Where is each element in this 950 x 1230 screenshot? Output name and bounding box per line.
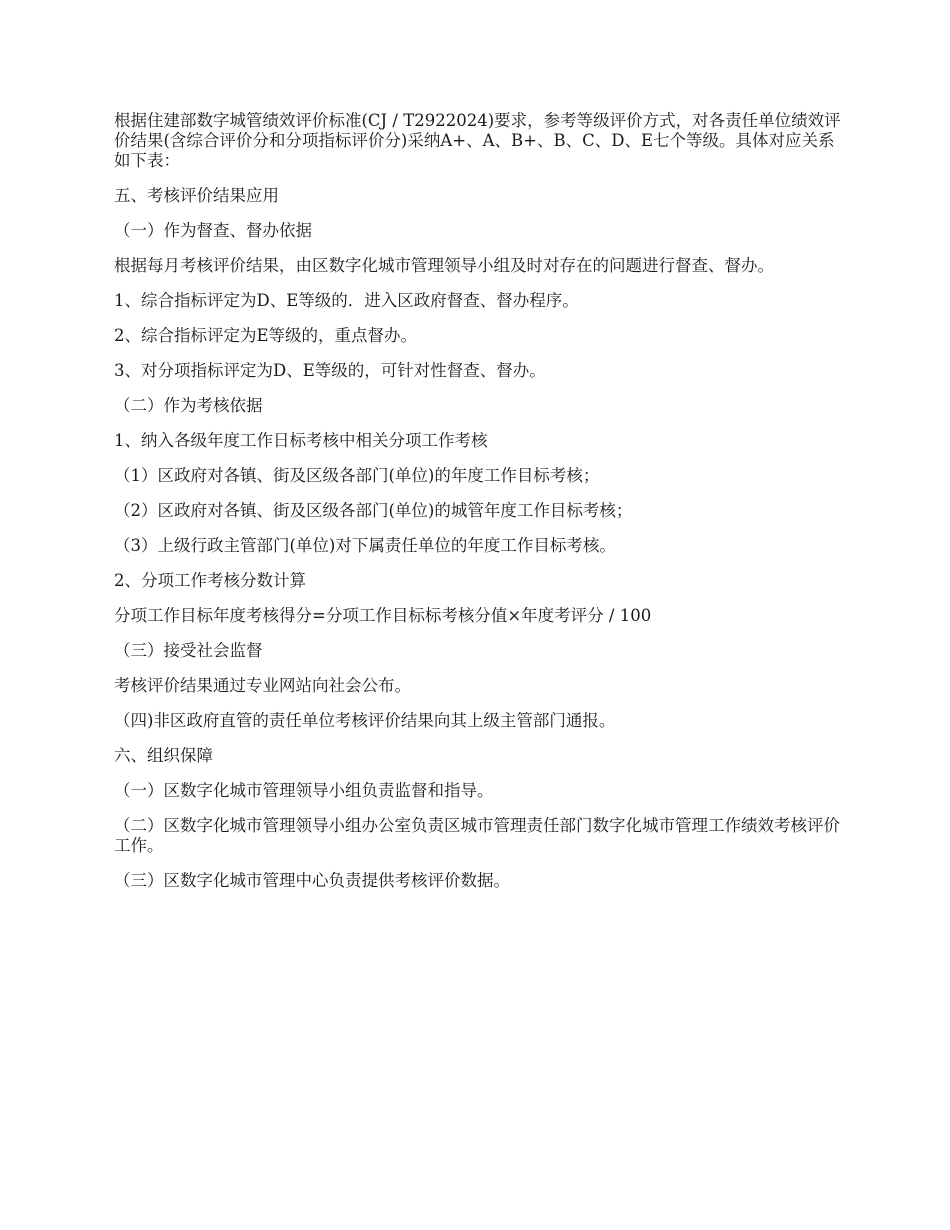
list-item-5-2-1: 1、纳入各级年度工作日标考核中相关分项工作考核 (114, 431, 488, 450)
sub-list-item-2: （2）区政府对各镇、街及区级各部门(单位)的城管年度工作目标考核； (114, 501, 633, 520)
subsection-heading-5-4: （四)非区政府直管的责任单位考核评价结果向其上级主管部门通报。 (114, 711, 616, 730)
subsection-heading-5-1: （一）作为督查、督办依据 (114, 221, 312, 240)
section-heading-6: 六、组织保障 (114, 746, 213, 765)
score-formula: 分项工作目标年度考核得分=分项工作目标标考核分值×年度考评分 / 100 (114, 606, 652, 625)
subsection-heading-5-3: （三）接受社会监督 (114, 641, 263, 660)
list-item-5-1-1: 1、综合指标评定为D、E等级的．进入区政府督查、督办程序。 (114, 291, 579, 310)
section-heading-5: 五、考核评价结果应用 (114, 186, 279, 205)
intro-paragraph: 根据住建部数字城管绩效评价标准(CJ / T2922024)要求，参考等级评价方式，对各责任单位绩效评价结果(含综合评价分和分项指标评价分)采纳A+、A、B+、B、C、D、E七个等级。具体对应关系如下表： (114, 111, 841, 170)
list-item-5-1-2: 2、综合指标评定为E等级的，重点督办。 (114, 326, 418, 345)
list-item-5-1-3: 3、对分项指标评定为D、E等级的，可针对性督查、督办。 (114, 361, 546, 380)
list-item-6-1: （一）区数字化城市管理领导小组负责监督和指导。 (114, 781, 494, 800)
document-body (114, 111, 842, 906)
paragraph-public-disclosure: 考核评价结果通过专业网站向社会公布。 (114, 676, 411, 695)
sub-list-item-3: （3）上级行政主管部门(单位)对下属责任单位的年度工作目标考核。 (114, 536, 616, 555)
list-item-5-2-2: 2、分项工作考核分数计算 (114, 571, 306, 590)
list-item-6-3: （三）区数字化城市管理中心负责提供考核评价数据。 (114, 871, 510, 890)
paragraph-supervision: 根据每月考核评价结果，由区数字化城市管理领导小组及时对存在的问题进行督查、督办。 (114, 256, 774, 275)
sub-list-item-1: （1）区政府对各镇、街及区级各部门(单位)的年度工作目标考核； (114, 466, 600, 485)
list-item-6-2: （二）区数字化城市管理领导小组办公室负责区城市管理责任部门数字化城市管理工作绩效考核评价工作。 (114, 816, 840, 855)
subsection-heading-5-2: （二）作为考核依据 (114, 396, 263, 415)
